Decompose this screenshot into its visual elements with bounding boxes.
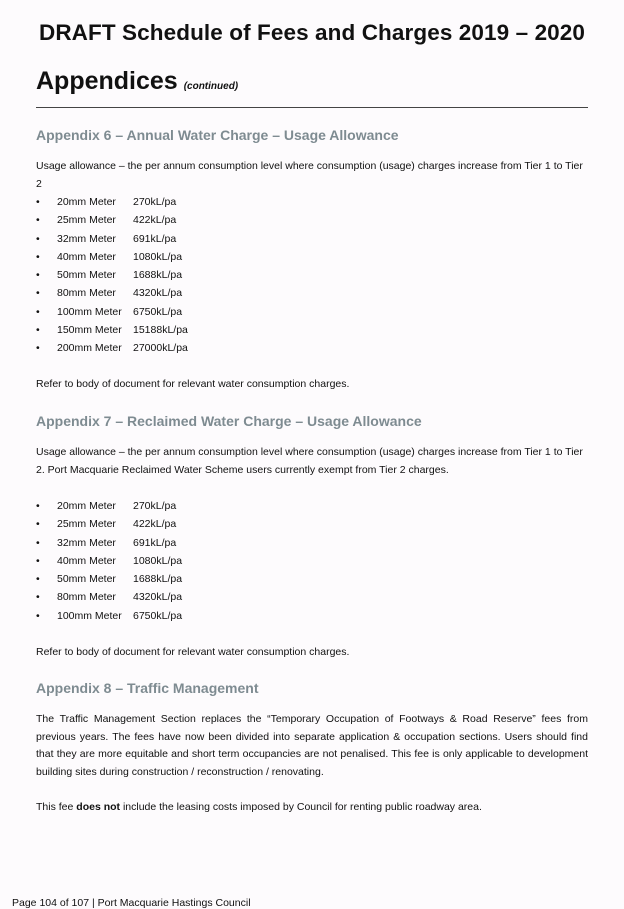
- leasing-note-start: This fee: [36, 801, 77, 813]
- meter-size: 20mm Meter: [57, 196, 116, 208]
- meter-size: 80mm Meter: [57, 591, 116, 604]
- bullet-icon: •: [36, 232, 40, 245]
- leasing-note-end: include the leasing costs imposed by Council for renting public roadway area.: [120, 801, 482, 813]
- usage-allowance: 422kL/pa: [133, 518, 177, 531]
- appendix-7-note: Refer to body of document for relevant water consumption charges.: [36, 646, 350, 658]
- heading-rule: [36, 107, 588, 108]
- leasing-note-emphasis: does not: [76, 801, 121, 813]
- continued-label: (continued): [183, 81, 239, 92]
- usage-allowance: 4320kL/pa: [133, 591, 183, 604]
- usage-allowance: 1080kL/pa: [133, 250, 183, 263]
- usage-allowance: 422kL/pa: [133, 214, 177, 227]
- meter-size: 25mm Meter: [57, 214, 116, 227]
- bullet-icon: •: [36, 573, 40, 586]
- bullet-icon: •: [36, 250, 40, 263]
- meter-size: 50mm Meter: [57, 269, 116, 282]
- bullet-icon: •: [36, 609, 40, 622]
- usage-allowance: 1688kL/pa: [133, 573, 183, 586]
- usage-allowance: 691kL/pa: [133, 232, 177, 245]
- page-footer: Page 104 of 107 | Port Macquarie Hastings Council: [12, 897, 251, 909]
- meter-size: 80mm Meter: [57, 287, 116, 300]
- bullet-icon: •: [36, 536, 40, 549]
- appendix-8-paragraph: The Traffic Management Section replaces the “Temporary Occupation of Footways & Road Reserve” fees from previous years. The fees have now been divided into separate application & occupation sections. Users should find that they are more equitable and short term occupancies are not penalised. This fee is only applicable to development building sites during construction / reconstruction / renovating.: [36, 713, 588, 778]
- appendix-6-intro: Usage allowance – the per annum consumption level where consumption (usage) charges increase from Tier 1 to Tier 2: [36, 160, 583, 190]
- usage-allowance: 6750kL/pa: [133, 305, 183, 318]
- usage-allowance: 6750kL/pa: [133, 609, 183, 622]
- meter-size: 150mm Meter: [57, 324, 122, 337]
- meter-size: 32mm Meter: [57, 536, 116, 549]
- bullet-icon: •: [36, 324, 40, 337]
- usage-allowance: 270kL/pa: [133, 500, 177, 512]
- appendix-8-leasing-note: [36, 799, 588, 817]
- usage-allowance: 1080kL/pa: [133, 554, 183, 567]
- bullet-icon: •: [36, 269, 40, 282]
- meter-size: 20mm Meter: [57, 500, 116, 512]
- meter-size: 40mm Meter: [57, 554, 116, 567]
- meter-size: 100mm Meter: [57, 305, 122, 318]
- bullet-icon: •: [36, 591, 40, 604]
- meter-size: 50mm Meter: [57, 573, 116, 586]
- bullet-icon: •: [36, 287, 40, 300]
- appendix-6-title: Appendix 6 – Annual Water Charge – Usage Allowance: [36, 127, 399, 143]
- usage-allowance: 27000kL/pa: [133, 342, 188, 355]
- meter-size: 200mm Meter: [57, 342, 122, 355]
- meter-size: 25mm Meter: [57, 518, 116, 531]
- bullet-icon: •: [36, 196, 40, 208]
- bullet-icon: •: [36, 305, 40, 318]
- bullet-icon: •: [36, 500, 40, 512]
- usage-allowance: 1688kL/pa: [133, 269, 183, 282]
- usage-allowance: 15188kL/pa: [133, 324, 188, 337]
- meter-size: 40mm Meter: [57, 250, 116, 263]
- appendix-7-title: Appendix 7 – Reclaimed Water Charge – Usage Allowance: [36, 413, 422, 429]
- bullet-icon: •: [36, 342, 40, 355]
- appendices-heading: [36, 67, 238, 96]
- appendix-8-title: Appendix 8 – Traffic Management: [36, 680, 259, 696]
- meter-size: 100mm Meter: [57, 609, 122, 622]
- usage-allowance: 4320kL/pa: [133, 287, 183, 300]
- appendix-7-intro: Usage allowance – the per annum consumption level where consumption (usage) charges increase from Tier 1 to Tier 2. Port Macquarie Reclaimed Water Scheme users currently exempt from Tier 2 charges.: [36, 446, 583, 476]
- usage-allowance: 270kL/pa: [133, 196, 177, 208]
- bullet-icon: •: [36, 554, 40, 567]
- bullet-icon: •: [36, 214, 40, 227]
- appendix-6-note: Refer to body of document for relevant water consumption charges.: [36, 378, 350, 390]
- meter-size: 32mm Meter: [57, 232, 116, 245]
- appendices-label: Appendices: [36, 67, 178, 95]
- bullet-icon: •: [36, 518, 40, 531]
- document-title: DRAFT Schedule of Fees and Charges 2019 – 2020: [38, 20, 586, 45]
- usage-allowance: 691kL/pa: [133, 536, 177, 549]
